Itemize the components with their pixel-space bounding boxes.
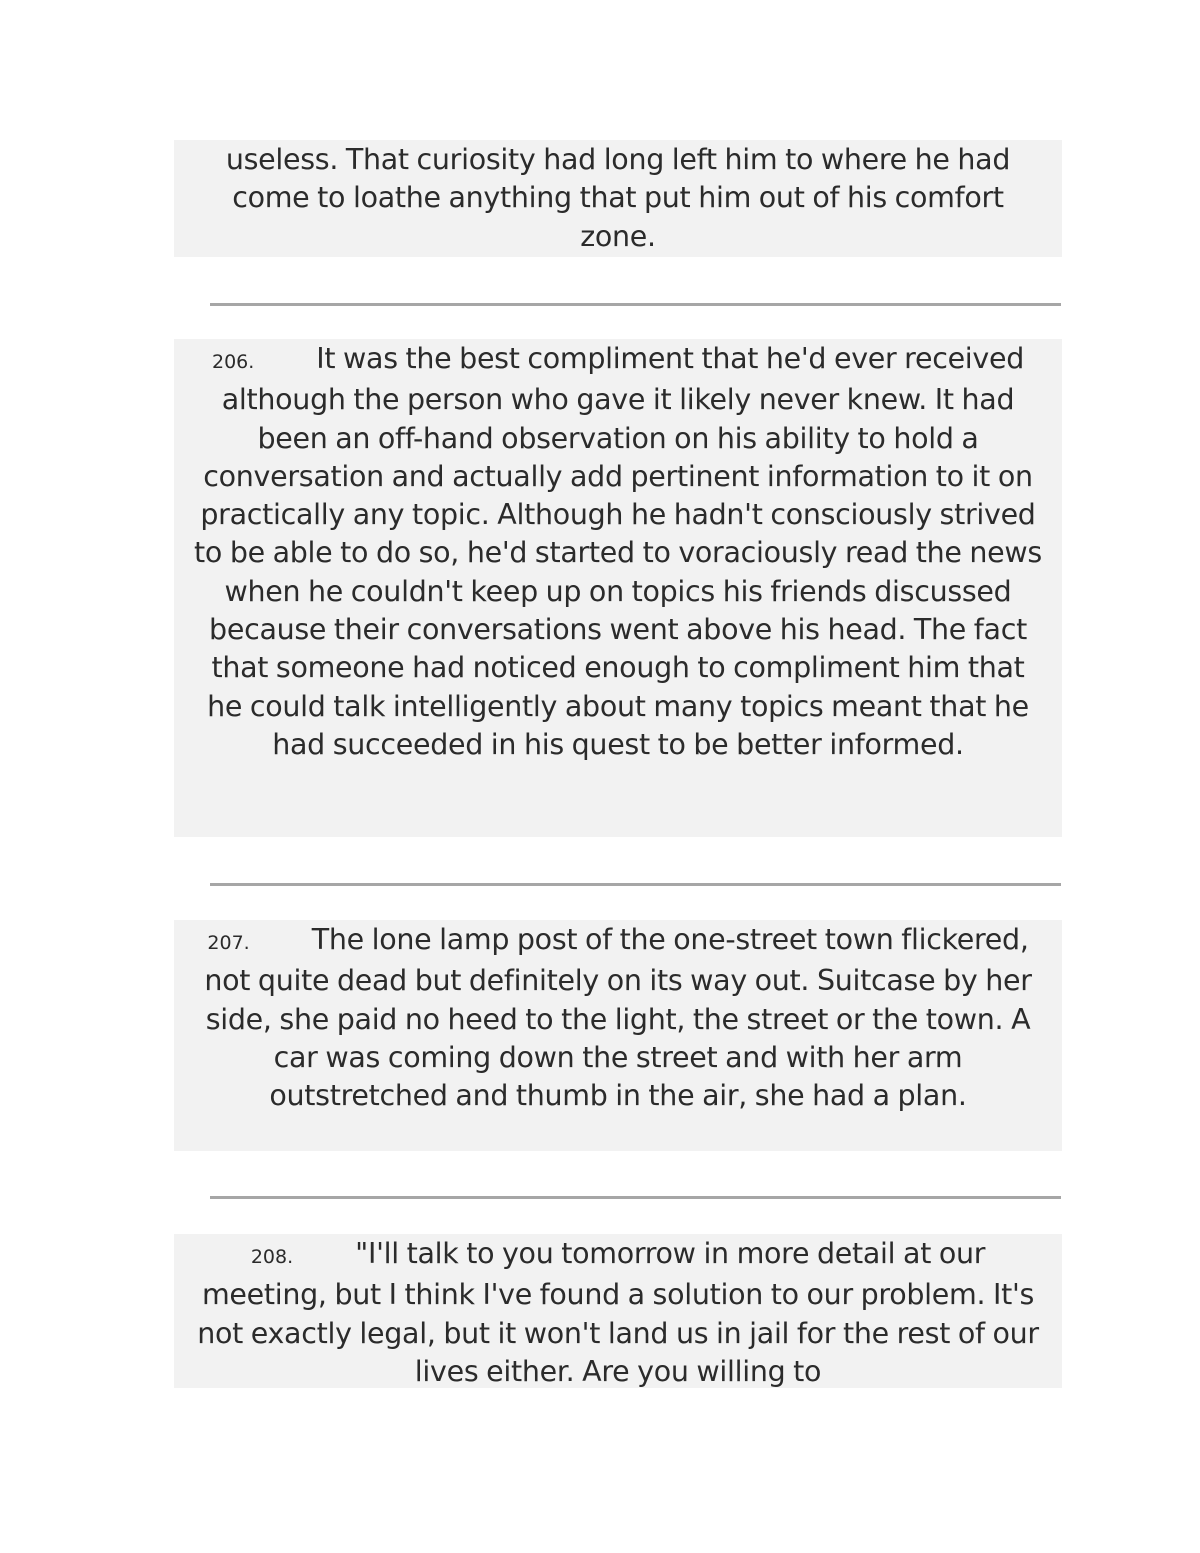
paragraph-number: 207. bbox=[207, 932, 250, 954]
separator-rule bbox=[210, 883, 1061, 886]
paragraph-text: It was the best compliment that he'd ever received although the person who gave it likely never knew. It had been an off-hand observation on his ability to hold a conversation and actually add pertinent information to it on practically any topic. Although he hadn't consciously strived to be able to do so, he'd started to voraciously read the news when he couldn't keep up on topics his friends discussed because their conversations went above his head. The fact that someone had noticed enough to compliment him that he could talk intelligently about many topics meant that he had succeeded in his quest to be better informed. bbox=[194, 342, 1042, 761]
separator-rule bbox=[210, 1196, 1061, 1199]
paragraph-block-continued bbox=[174, 140, 1062, 257]
paragraph-number: 206. bbox=[211, 351, 255, 373]
paragraph-number: 208. bbox=[250, 1246, 294, 1268]
paragraph-block-207 bbox=[174, 920, 1062, 1151]
paragraph-block-206 bbox=[174, 339, 1062, 837]
paragraph-text: useless. That curiosity had long left him to where he had come to loathe anything that put him out of his comfort zone. bbox=[225, 143, 1011, 253]
paragraph-text: The lone lamp post of the one-street town flickered, not quite dead but definitely on its way out. Suitcase by her side, she paid no heed to the light, the street or the town. A car was coming down the street and with her arm outstretched and thumb in the air, she had a plan. bbox=[204, 923, 1032, 1113]
separator-rule bbox=[210, 303, 1061, 306]
paragraph-text: "I'll talk to you tomorrow in more detail at our meeting, but I think I've found a solution to our problem. It's not exactly legal, but it won't land us in jail for the rest of our lives either. Are you willing to bbox=[197, 1237, 1039, 1388]
paragraph-block-208 bbox=[174, 1234, 1062, 1388]
